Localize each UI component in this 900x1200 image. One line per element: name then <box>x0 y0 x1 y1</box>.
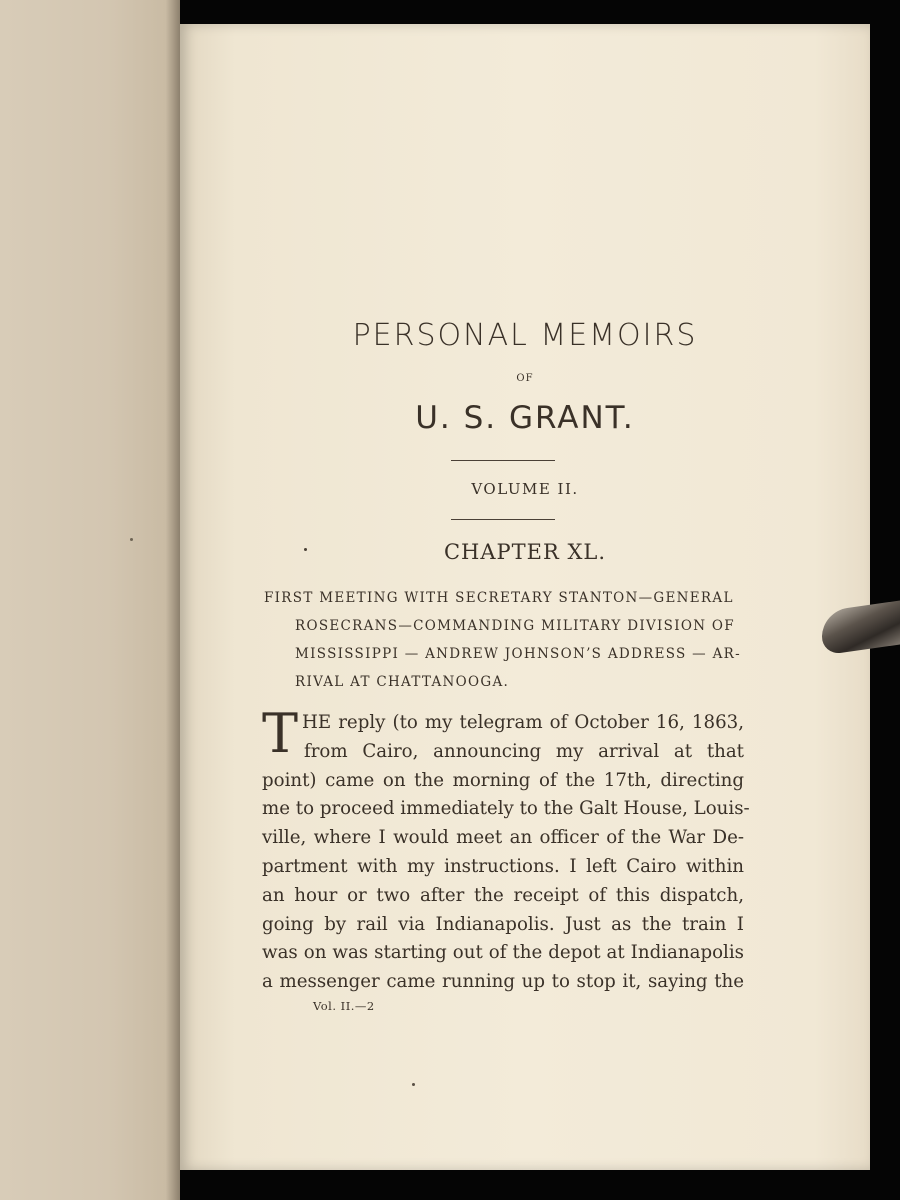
synopsis-line: ROSECRANS—COMMANDING MILITARY DIVISION OF <box>295 618 735 634</box>
drop-cap: T <box>262 702 299 765</box>
paper-speck <box>130 538 133 541</box>
volume-label: VOLUME II. <box>471 480 579 498</box>
body-line: point) came on the morning of the 17th, directing <box>262 769 744 791</box>
book-author: U. S. GRANT. <box>415 400 635 436</box>
body-line: from Cairo, announcing my arrival at that <box>304 740 744 762</box>
synopsis-line: MISSISSIPPI — ANDREW JOHNSON’S ADDRESS — AR- <box>295 646 741 662</box>
chapter-heading: CHAPTER XL. <box>443 540 607 564</box>
synopsis-line: FIRST MEETING WITH SECRETARY STANTON—GENERAL <box>264 590 734 606</box>
body-line: me to proceed immediately to the Galt House, Louis- <box>262 798 750 820</box>
book-title-of: OF <box>516 373 534 384</box>
body-line: HE reply (to my telegram of October 16, 1863, <box>302 712 744 733</box>
body-line: a messenger came running up to stop it, saying the <box>262 971 744 993</box>
body-line: going by rail via Indianapolis. Just as the train I <box>262 913 744 935</box>
synopsis-line: RIVAL AT CHATTANOOGA. <box>295 674 510 690</box>
title-rule-top <box>451 460 555 461</box>
left-page-edge <box>0 0 180 1200</box>
book-title: PERSONAL MEMOIRS <box>352 318 698 353</box>
title-rule-bottom <box>451 519 555 520</box>
body-line: was on was starting out of the depot at Indianapolis <box>262 942 744 964</box>
signature-mark: Vol. II.—2 <box>313 999 375 1013</box>
body-line: partment with my instructions. I left Cairo within <box>262 855 744 877</box>
paper-speck <box>412 1083 415 1086</box>
body-line: ville, where I would meet an officer of the War De- <box>262 827 744 849</box>
body-line: an hour or two after the receipt of this dispatch, <box>262 884 744 906</box>
chapter-body <box>262 702 750 997</box>
